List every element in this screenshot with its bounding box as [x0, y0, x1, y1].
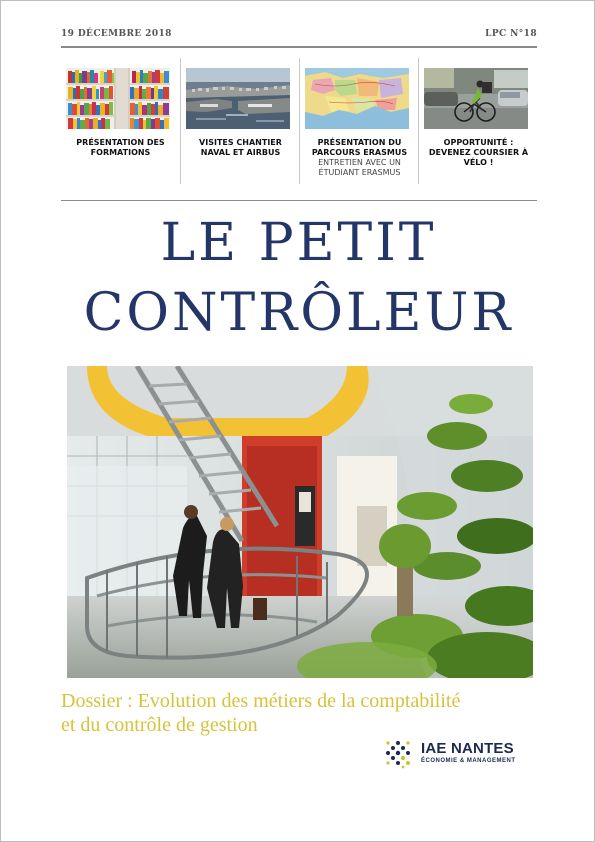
- teaser-strip: [61, 58, 537, 186]
- logo-name: IAE NANTES: [421, 740, 514, 757]
- bookshelf-photo: [66, 68, 170, 129]
- masthead-title: [41, 208, 556, 348]
- masthead-line-2: CONTRÔLEUR: [83, 283, 514, 343]
- teaser-formations[interactable]: [61, 58, 180, 184]
- dossier-line-2: et du contrôle de gestion: [61, 714, 258, 736]
- cyclist-photo: [424, 68, 528, 129]
- dossier-headline: [61, 689, 541, 737]
- issue-number: LPC N°18: [485, 29, 537, 39]
- issue-line: [61, 29, 537, 39]
- teaser-title: PRÉSENTATION DES FORMATIONS: [76, 138, 165, 157]
- issue-date: 19 DÉCEMBRE 2018: [61, 29, 172, 39]
- teaser-title: OPPORTUNITÉ : DEVENEZ COURSIER À VÉLO !: [428, 138, 529, 167]
- map-photo: [305, 68, 409, 129]
- teaser-erasmus[interactable]: [299, 58, 418, 184]
- masthead-rule: [61, 200, 537, 201]
- top-rule: [61, 46, 537, 48]
- harbor-photo: [186, 68, 290, 129]
- cover-photo: [67, 366, 533, 678]
- teaser-title: VISITES CHANTIER NAVAL ET AIRBUS: [199, 138, 282, 157]
- iae-nantes-logo: [384, 737, 534, 773]
- teaser-visites[interactable]: [180, 58, 299, 184]
- dot-pattern-icon: [384, 739, 414, 769]
- dossier-line-1: Dossier : Evolution des métiers de la comptabilité: [61, 690, 461, 712]
- logo-tagline: ÉCONOMIE & MANAGEMENT: [421, 758, 516, 764]
- teaser-subtitle: ENTRETIEN AVEC UN ÉTUDIANT ERASMUS: [318, 158, 401, 177]
- teaser-title: PRÉSENTATION DU PARCOURS ERASMUS ENTRETIEN AVEC UN ÉTUDIANT ERASMUS: [304, 138, 415, 178]
- masthead-line-1: LE PETIT: [160, 213, 437, 273]
- teaser-coursier[interactable]: [418, 58, 537, 184]
